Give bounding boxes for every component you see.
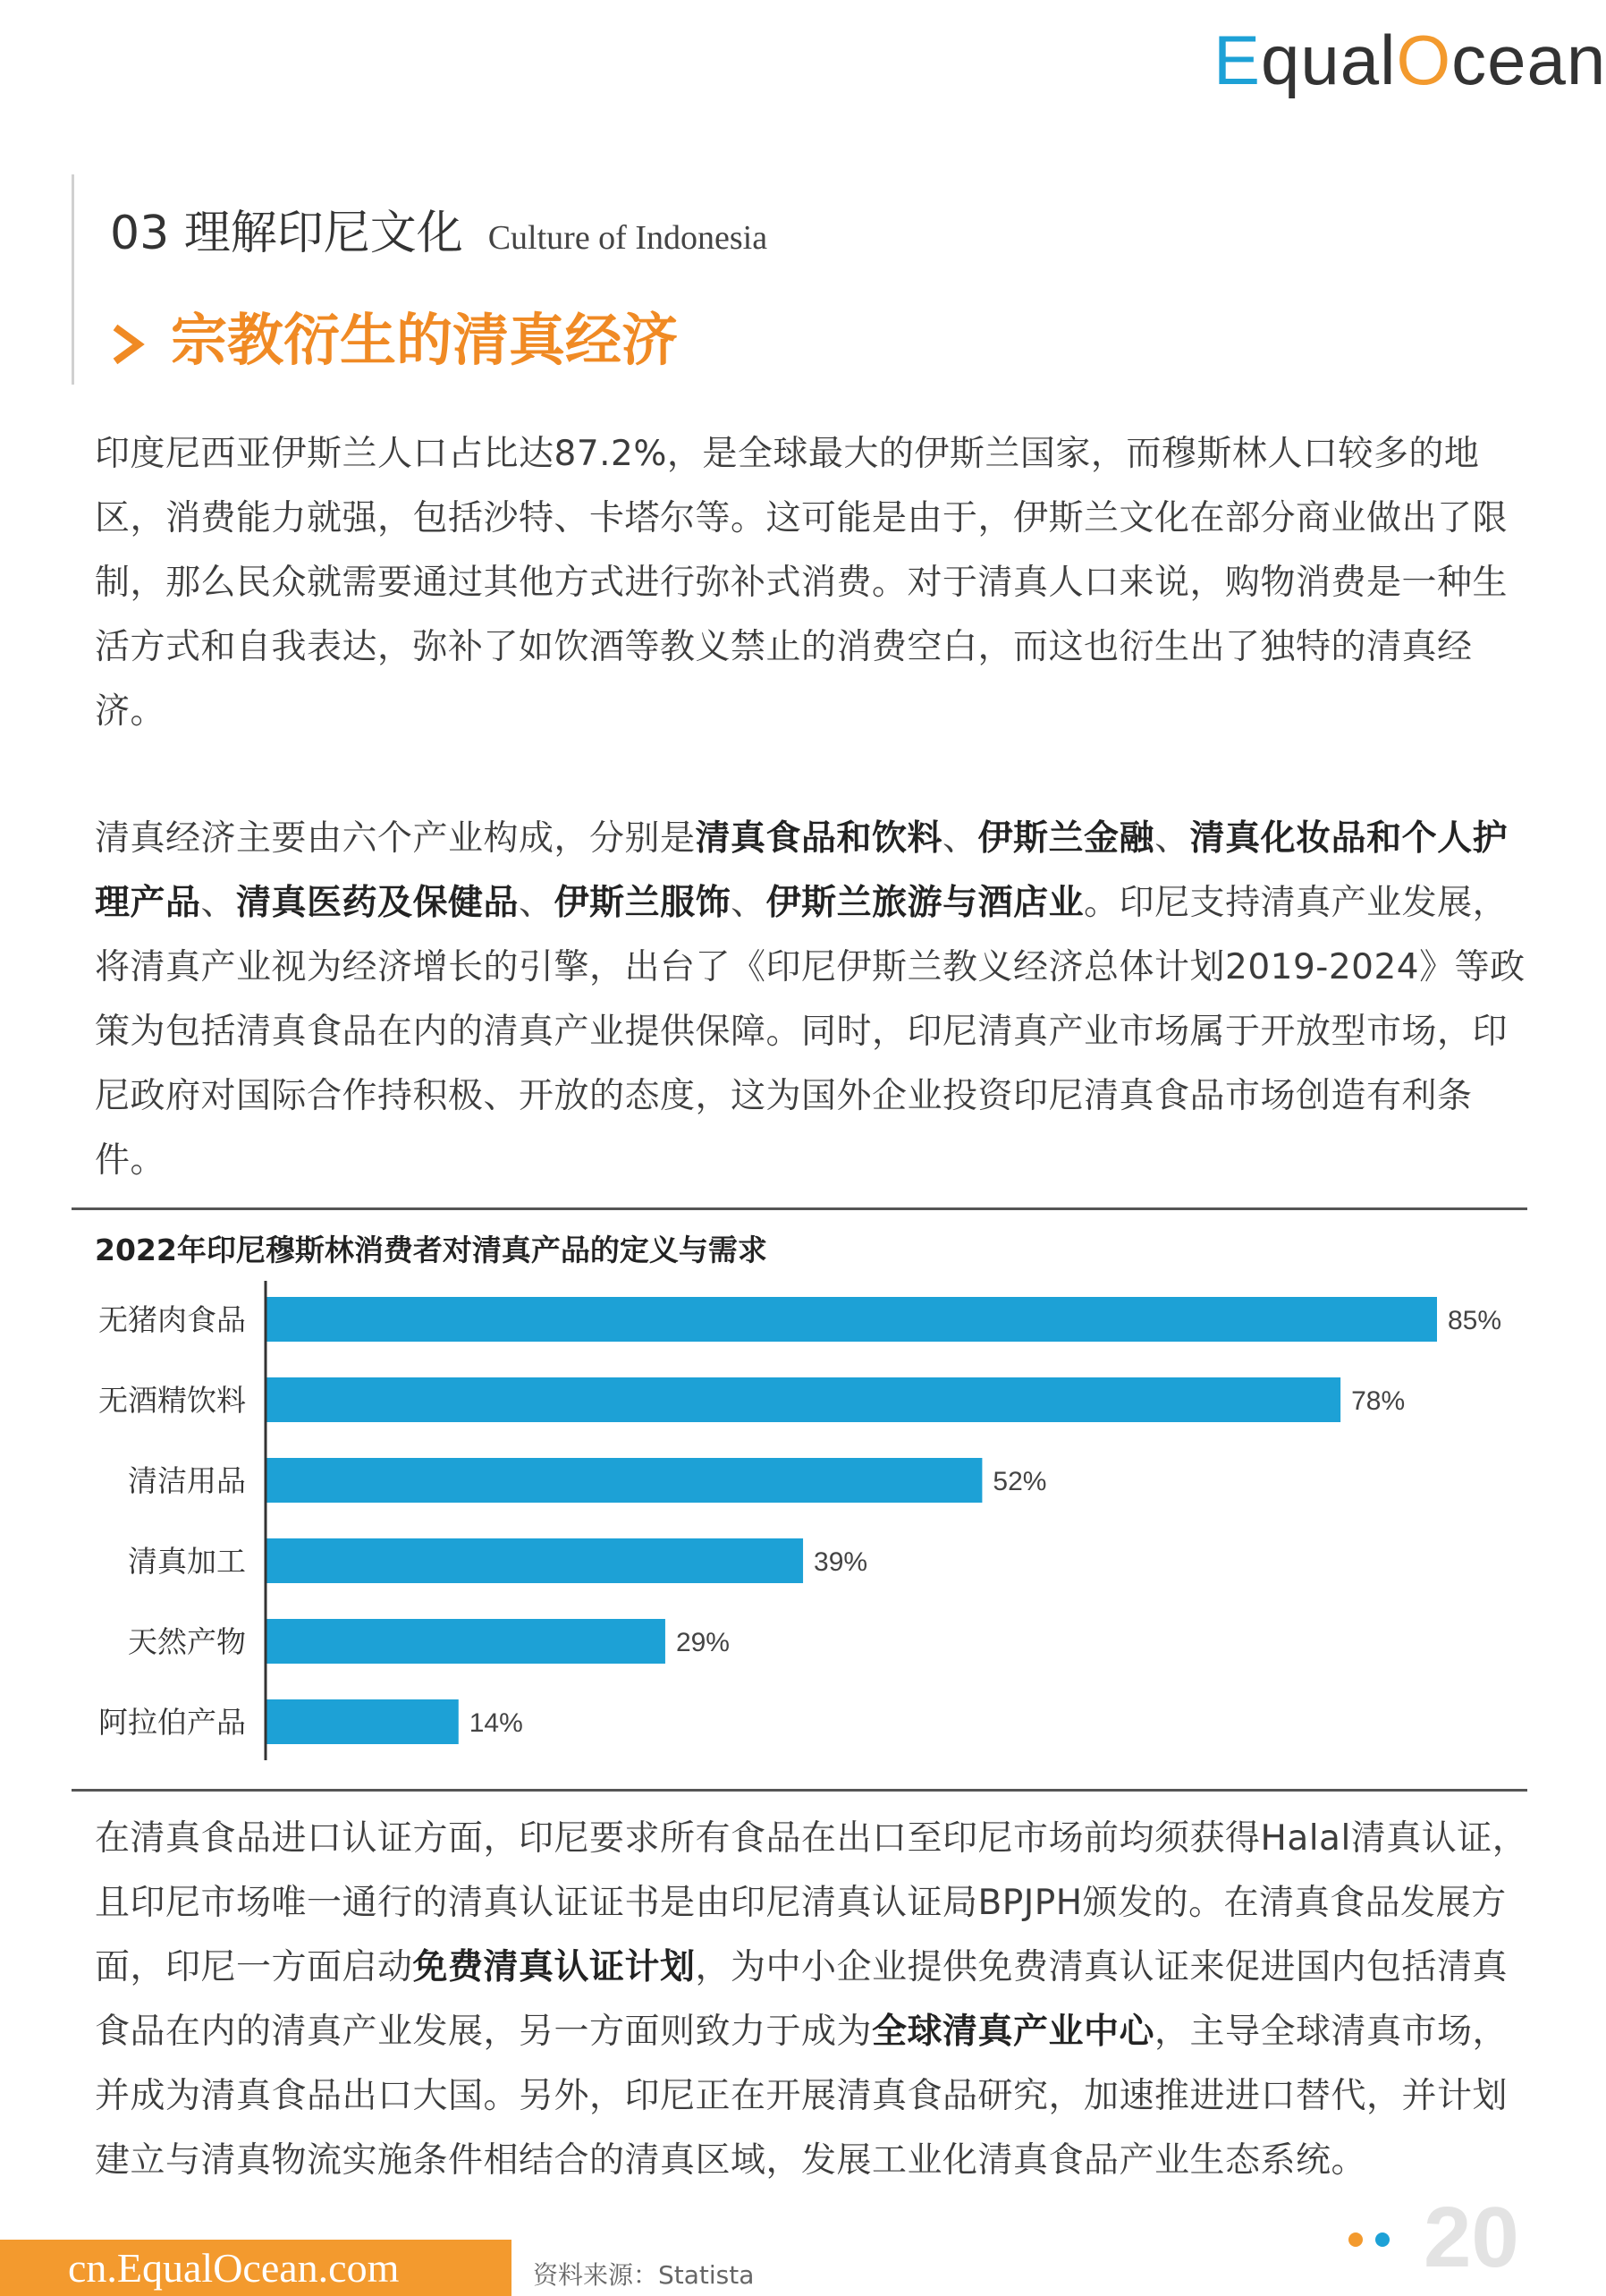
bar [266,1458,982,1503]
value-label: 78% [1351,1386,1406,1416]
certification-paragraph: 在清真食品进口认证方面，印尼要求所有食品在出口至印尼市场前均须获得Halal清真认证，且印尼市场唯一通行的清真认证证书是由印尼清真认证局BPJPH颁发的。在清真食品发展方面，印尼一方面启动免费清真认证计划，为中小企业提供免费清真认证来促进国内包括清真食品在内的清真产业发展，另一方面则致力于成为全球清真产业中心，主导全球清真市场，并成为清真食品出口大国。另外，印尼正在开展清真食品研究，加速推进进口替代，并计划建立与清真物流实施条件相结合的清真区域，发展工业化清真食品产业生态系统。 [95,1818,1528,2181]
value-label: 85% [1448,1306,1502,1335]
value-label: 14% [469,1708,523,1738]
category-label: 无酒精饮料 [98,1383,246,1418]
bar [266,1377,1340,1422]
chevron-right-icon [110,322,146,367]
equalocean-logo [1213,20,1606,100]
logo-wordmark: EqualOcean [1213,21,1606,99]
category-label: 无猪肉食品 [98,1302,246,1337]
chart-title: 2022年印尼穆斯林消费者对清真产品的定义与需求 [95,1233,767,1267]
category-label: 清真加工 [128,1544,246,1579]
blue-dot-icon [1375,2232,1390,2247]
category-label: 天然产物 [128,1624,246,1659]
bar [266,1619,665,1664]
value-label: 29% [675,1628,730,1657]
chart-top-rule [72,1207,1527,1210]
source-note: 资料来源：Statista [533,2260,755,2290]
intro-paragraph: 印度尼西亚伊斯兰人口占比达87.2%，是全球最大的伊斯兰国家，而穆斯林人口较多的地区，消费能力就强，包括沙特、卡塔尔等。这可能是由于，伊斯兰文化在部分商业做出了限制，那么民众就需要通过其他方式进行弥补式消费。对于清真人口来说，购物消费是一种生活方式和自我表达，弥补了如饮酒等教义禁止的消费空白，而这也衍生出了独特的清真经济。 [95,434,1509,732]
category-label: 阿拉伯产品 [98,1705,246,1740]
page-number: 20 [1424,2190,1519,2285]
section-divider-bar [72,174,74,385]
section-subtitle: 宗教衍生的清真经济 [110,295,678,377]
value-label: 52% [993,1467,1047,1496]
bar [266,1538,803,1583]
chart-bottom-rule [72,1789,1527,1792]
section-title-en: Culture of Indonesia [487,219,768,257]
category-label: 清洁用品 [128,1463,246,1498]
bar [266,1699,459,1744]
bar [266,1297,1437,1342]
footer-url-link[interactable]: cn.EqualOcean.com [68,2245,400,2291]
section-title: 03 理解印尼文化 Culture of Indonesia [110,207,768,260]
bar-chart [0,1270,1589,1771]
orange-dot-icon [1348,2232,1363,2247]
value-label: 39% [814,1547,868,1577]
halal-industries-paragraph: 清真经济主要由六个产业构成，分别是清真食品和饮料、伊斯兰金融、清真化妆品和个人护理产品、清真医药及保健品、伊斯兰服饰、伊斯兰旅游与酒店业。印尼支持清真产业发展，将清真产业视为经济增长的引擎，出台了《印尼伊斯兰教义经济总体计划2019-2024》等政策为包括清真食品在内的清真产业提供保障。同时，印尼清真产业市场属于开放型市场，印尼政府对国际合作持积极、开放的态度，这为国外企业投资印尼清真食品市场创造有利条件。 [95,818,1526,1181]
